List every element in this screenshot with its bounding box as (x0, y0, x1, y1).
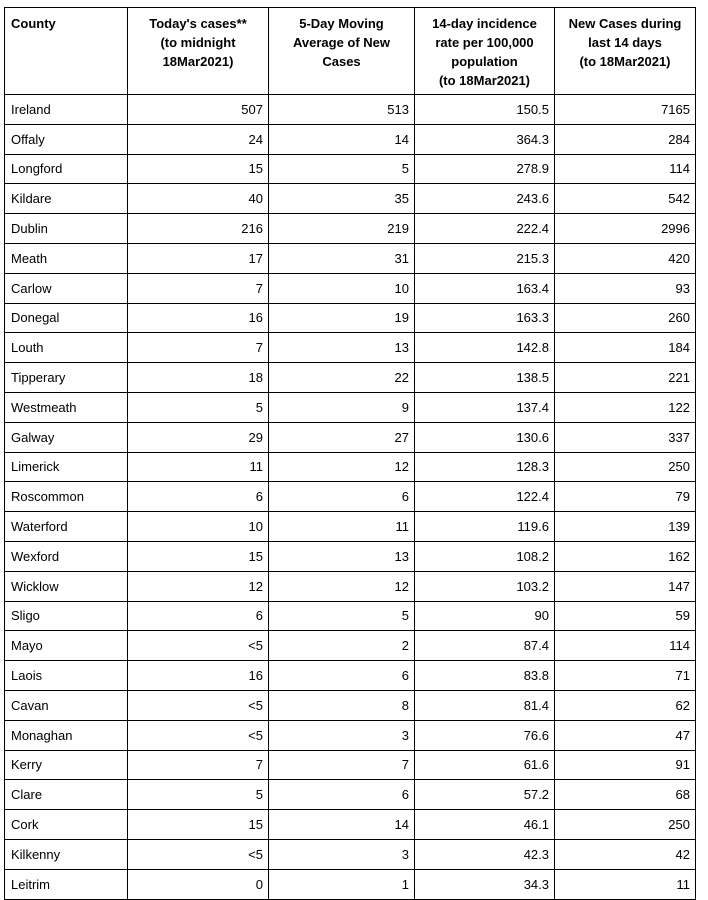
new-cases-cell: 221 (555, 363, 696, 393)
county-cell: Donegal (5, 303, 128, 333)
todays-cases-cell: <5 (128, 839, 269, 869)
todays-cases-cell: 11 (128, 452, 269, 482)
header-row (5, 8, 696, 95)
county-cell: Monaghan (5, 720, 128, 750)
county-cell: Laois (5, 661, 128, 691)
county-cell: Mayo (5, 631, 128, 661)
incidence-rate-cell: 130.6 (415, 422, 555, 452)
five-day-average-cell: 14 (269, 124, 415, 154)
table-row (5, 273, 696, 303)
table-row (5, 363, 696, 393)
table-row (5, 214, 696, 244)
new-cases-cell: 542 (555, 184, 696, 214)
county-cell: Longford (5, 154, 128, 184)
todays-cases-cell: 6 (128, 601, 269, 631)
incidence-rate-cell: 128.3 (415, 452, 555, 482)
incidence-rate-cell: 90 (415, 601, 555, 631)
new-cases-cell: 184 (555, 333, 696, 363)
five-day-average-cell: 12 (269, 452, 415, 482)
new-cases-cell: 260 (555, 303, 696, 333)
five-day-average-cell: 513 (269, 95, 415, 125)
todays-cases-cell: 24 (128, 124, 269, 154)
table-row (5, 780, 696, 810)
table-row (5, 601, 696, 631)
table-row (5, 690, 696, 720)
new-cases-cell: 71 (555, 661, 696, 691)
new-cases-cell: 47 (555, 720, 696, 750)
todays-cases-cell: 18 (128, 363, 269, 393)
todays-cases-cell: 6 (128, 482, 269, 512)
incidence-rate-cell: 57.2 (415, 780, 555, 810)
todays-cases-cell: 7 (128, 273, 269, 303)
new-cases-cell: 114 (555, 154, 696, 184)
table-row (5, 810, 696, 840)
county-cell: Wexford (5, 541, 128, 571)
table-row (5, 333, 696, 363)
table-row (5, 124, 696, 154)
five-day-average-cell: 3 (269, 720, 415, 750)
incidence-rate-cell: 103.2 (415, 571, 555, 601)
table-row (5, 184, 696, 214)
header-14day-incidence: 14-day incidence rate per 100,000 population (to 18Mar2021) (415, 8, 555, 95)
new-cases-cell: 93 (555, 273, 696, 303)
new-cases-cell: 114 (555, 631, 696, 661)
new-cases-cell: 250 (555, 452, 696, 482)
todays-cases-cell: 216 (128, 214, 269, 244)
five-day-average-cell: 1 (269, 869, 415, 899)
todays-cases-cell: 15 (128, 810, 269, 840)
county-cases-table (4, 7, 696, 900)
five-day-average-cell: 13 (269, 541, 415, 571)
county-cell: Limerick (5, 452, 128, 482)
table-row (5, 452, 696, 482)
new-cases-cell: 7165 (555, 95, 696, 125)
todays-cases-cell: 15 (128, 541, 269, 571)
incidence-rate-cell: 76.6 (415, 720, 555, 750)
new-cases-cell: 2996 (555, 214, 696, 244)
new-cases-cell: 68 (555, 780, 696, 810)
table-row (5, 512, 696, 542)
incidence-rate-cell: 119.6 (415, 512, 555, 542)
five-day-average-cell: 31 (269, 243, 415, 273)
todays-cases-cell: <5 (128, 690, 269, 720)
county-cell: Roscommon (5, 482, 128, 512)
new-cases-cell: 11 (555, 869, 696, 899)
incidence-rate-cell: 61.6 (415, 750, 555, 780)
table-row (5, 154, 696, 184)
five-day-average-cell: 219 (269, 214, 415, 244)
county-cell: Louth (5, 333, 128, 363)
table-row (5, 422, 696, 452)
incidence-rate-cell: 83.8 (415, 661, 555, 691)
five-day-average-cell: 14 (269, 810, 415, 840)
county-cell: Ireland (5, 95, 128, 125)
five-day-average-cell: 6 (269, 780, 415, 810)
incidence-rate-cell: 163.4 (415, 273, 555, 303)
table-row (5, 95, 696, 125)
county-cell: Kerry (5, 750, 128, 780)
new-cases-cell: 337 (555, 422, 696, 452)
todays-cases-cell: 10 (128, 512, 269, 542)
table-row (5, 243, 696, 273)
table-row (5, 750, 696, 780)
todays-cases-cell: 5 (128, 780, 269, 810)
new-cases-cell: 79 (555, 482, 696, 512)
county-cell: Galway (5, 422, 128, 452)
table-row (5, 720, 696, 750)
county-cell: Offaly (5, 124, 128, 154)
todays-cases-cell: 16 (128, 661, 269, 691)
todays-cases-cell: 0 (128, 869, 269, 899)
new-cases-cell: 122 (555, 392, 696, 422)
incidence-rate-cell: 137.4 (415, 392, 555, 422)
new-cases-cell: 139 (555, 512, 696, 542)
incidence-rate-cell: 108.2 (415, 541, 555, 571)
todays-cases-cell: <5 (128, 720, 269, 750)
county-cell: Wicklow (5, 571, 128, 601)
new-cases-cell: 91 (555, 750, 696, 780)
todays-cases-cell: 7 (128, 750, 269, 780)
five-day-average-cell: 6 (269, 661, 415, 691)
five-day-average-cell: 22 (269, 363, 415, 393)
five-day-average-cell: 10 (269, 273, 415, 303)
incidence-rate-cell: 364.3 (415, 124, 555, 154)
new-cases-cell: 250 (555, 810, 696, 840)
todays-cases-cell: 5 (128, 392, 269, 422)
county-cell: Carlow (5, 273, 128, 303)
new-cases-cell: 147 (555, 571, 696, 601)
incidence-rate-cell: 163.3 (415, 303, 555, 333)
five-day-average-cell: 7 (269, 750, 415, 780)
table-row (5, 661, 696, 691)
table-row (5, 392, 696, 422)
five-day-average-cell: 13 (269, 333, 415, 363)
new-cases-cell: 59 (555, 601, 696, 631)
five-day-average-cell: 35 (269, 184, 415, 214)
five-day-average-cell: 3 (269, 839, 415, 869)
five-day-average-cell: 9 (269, 392, 415, 422)
five-day-average-cell: 5 (269, 154, 415, 184)
todays-cases-cell: 7 (128, 333, 269, 363)
todays-cases-cell: 15 (128, 154, 269, 184)
county-cell: Kildare (5, 184, 128, 214)
five-day-average-cell: 11 (269, 512, 415, 542)
five-day-average-cell: 2 (269, 631, 415, 661)
incidence-rate-cell: 42.3 (415, 839, 555, 869)
county-cell: Kilkenny (5, 839, 128, 869)
county-cell: Tipperary (5, 363, 128, 393)
five-day-average-cell: 27 (269, 422, 415, 452)
new-cases-cell: 420 (555, 243, 696, 273)
incidence-rate-cell: 278.9 (415, 154, 555, 184)
county-cell: Meath (5, 243, 128, 273)
incidence-rate-cell: 87.4 (415, 631, 555, 661)
incidence-rate-cell: 122.4 (415, 482, 555, 512)
header-5day-average: 5-Day Moving Average of New Cases (269, 8, 415, 95)
header-new-cases-14days: New Cases during last 14 days (to 18Mar2021) (555, 8, 696, 95)
header-todays-cases: Today's cases** (to midnight 18Mar2021) (128, 8, 269, 95)
county-cell: Westmeath (5, 392, 128, 422)
header-county: County (5, 8, 128, 95)
county-cell: Dublin (5, 214, 128, 244)
incidence-rate-cell: 81.4 (415, 690, 555, 720)
todays-cases-cell: 12 (128, 571, 269, 601)
five-day-average-cell: 6 (269, 482, 415, 512)
five-day-average-cell: 19 (269, 303, 415, 333)
new-cases-cell: 62 (555, 690, 696, 720)
table-row (5, 839, 696, 869)
incidence-rate-cell: 222.4 (415, 214, 555, 244)
incidence-rate-cell: 34.3 (415, 869, 555, 899)
new-cases-cell: 42 (555, 839, 696, 869)
incidence-rate-cell: 150.5 (415, 95, 555, 125)
table-row (5, 541, 696, 571)
five-day-average-cell: 12 (269, 571, 415, 601)
five-day-average-cell: 8 (269, 690, 415, 720)
todays-cases-cell: 29 (128, 422, 269, 452)
table-row (5, 482, 696, 512)
incidence-rate-cell: 138.5 (415, 363, 555, 393)
county-cell: Cork (5, 810, 128, 840)
incidence-rate-cell: 215.3 (415, 243, 555, 273)
todays-cases-cell: <5 (128, 631, 269, 661)
county-cell: Sligo (5, 601, 128, 631)
county-cell: Waterford (5, 512, 128, 542)
new-cases-cell: 284 (555, 124, 696, 154)
table-row (5, 631, 696, 661)
todays-cases-cell: 40 (128, 184, 269, 214)
incidence-rate-cell: 142.8 (415, 333, 555, 363)
todays-cases-cell: 507 (128, 95, 269, 125)
new-cases-cell: 162 (555, 541, 696, 571)
incidence-rate-cell: 243.6 (415, 184, 555, 214)
five-day-average-cell: 5 (269, 601, 415, 631)
county-cell: Cavan (5, 690, 128, 720)
county-cell: Clare (5, 780, 128, 810)
todays-cases-cell: 17 (128, 243, 269, 273)
county-cell: Leitrim (5, 869, 128, 899)
table-row (5, 303, 696, 333)
todays-cases-cell: 16 (128, 303, 269, 333)
table-row (5, 571, 696, 601)
incidence-rate-cell: 46.1 (415, 810, 555, 840)
